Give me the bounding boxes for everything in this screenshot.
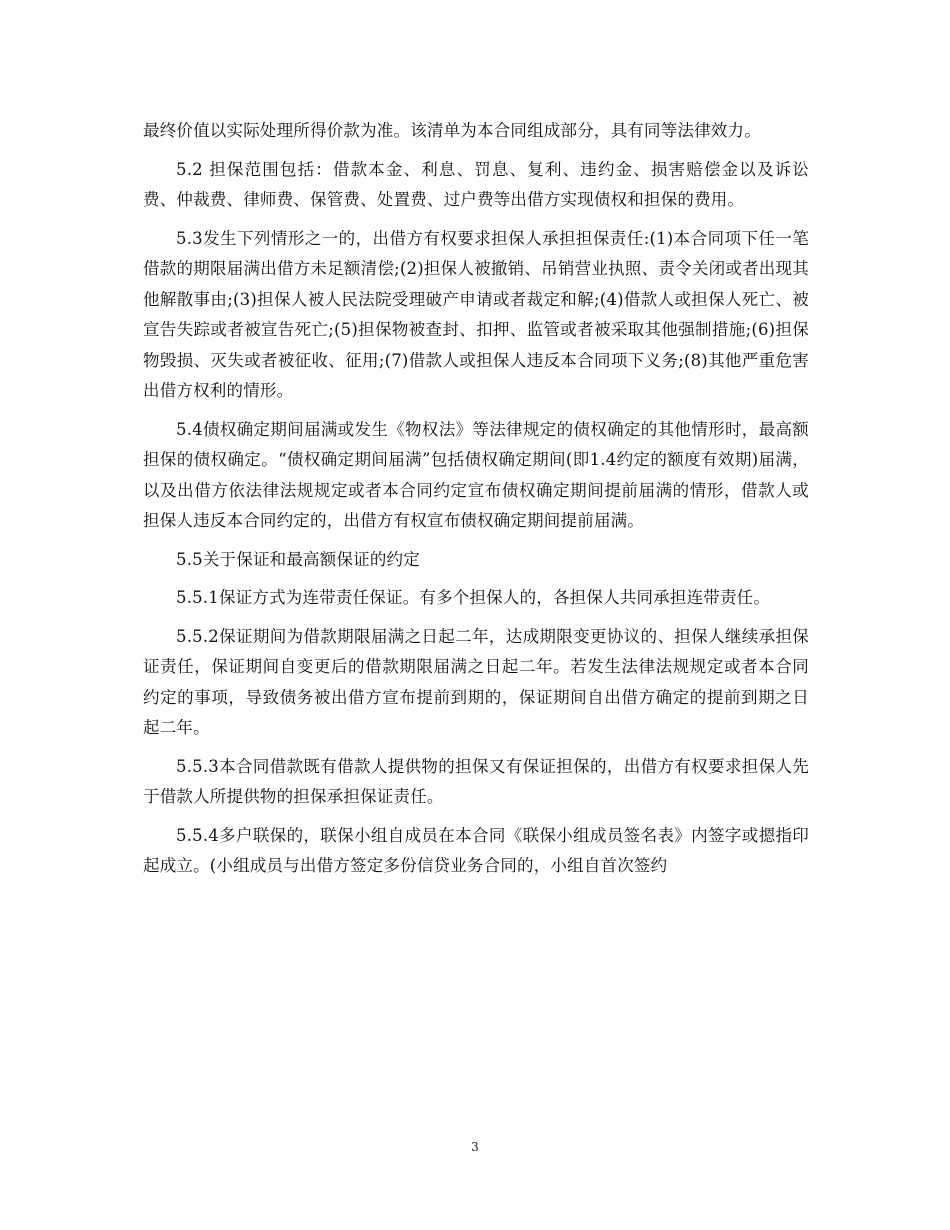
document-body (143, 116, 809, 890)
paragraph-5-5-4: 5.5.4多户联保的，联保小组自成员在本合同《联保小组成员签名表》内签字或摁指印起成立。(小组成员与出借方签定多份信贷业务合同的，小组自首次签约 (143, 825, 809, 875)
paragraph-5-5-3: 5.5.3本合同借款既有借款人提供物的担保又有保证担保的，出借方有权要求担保人先于借款人所提供物的担保承担保证责任。 (143, 756, 809, 806)
paragraph-5-5-heading: 5.5关于保证和最高额保证的约定 (176, 549, 420, 569)
paragraph-5-4: 5.4债权确定期间届满或发生《物权法》等法律规定的债权确定的其他情形时，最高额担保的债权确定。“债权确定期间届满”包括债权确定期间(即1.4约定的额度有效期)届满，以及出借方依法律法规规定或者本合同约定宣布债权确定期间提前届满的情形，借款人或担保人违反本合同约定的，出借方有权宣布债权确定期间提前届满。 (143, 419, 809, 530)
paragraph-continuation: 最终价值以实际处理所得价款为准。该清单为本合同组成部分，具有同等法律效力。 (143, 121, 761, 140)
paragraph-5-3: 5.3发生下列情形之一的，出借方有权要求担保人承担担保责任:(1)本合同项下任一笔借款的期限届满出借方未足额清偿;(2)担保人被撤销、吊销营业执照、责令关闭或者出现其他解散事由;(3)担保人被人民法院受理破产申请或者裁定和解;(4)借款人或担保人死亡、被宣告失踪或者被宣告死亡;(5)担保物被查封、扣押、监管或者被采取其他强制措施;(6)担保物毁损、灭失或者被征收、征用;(7)借款人或担保人违反本合同项下义务;(8)其他严重危害出借方权利的情形。 (143, 228, 809, 400)
paragraph-5-5-1: 5.5.1保证方式为连带责任保证。有多个担保人的，各担保人共同承担连带责任。 (176, 588, 771, 607)
page-number: 3 (471, 1140, 479, 1154)
paragraph-5-5-2: 5.5.2保证期间为借款期限届满之日起二年，达成期限变更协议的、担保人继续承担保证责任，保证期间自变更后的借款期限届满之日起二年。若发生法律法规规定或者本合同约定的事项，导致债务被出借方宣布提前到期的，保证期间自出借方确定的提前到期之日起二年。 (143, 626, 809, 737)
paragraph-5-2: 5.2 担保范围包括：借款本金、利息、罚息、复利、违约金、损害赔偿金以及诉讼费、仲裁费、律师费、保管费、处置费、过户费等出借方实现债权和担保的费用。 (143, 159, 809, 209)
